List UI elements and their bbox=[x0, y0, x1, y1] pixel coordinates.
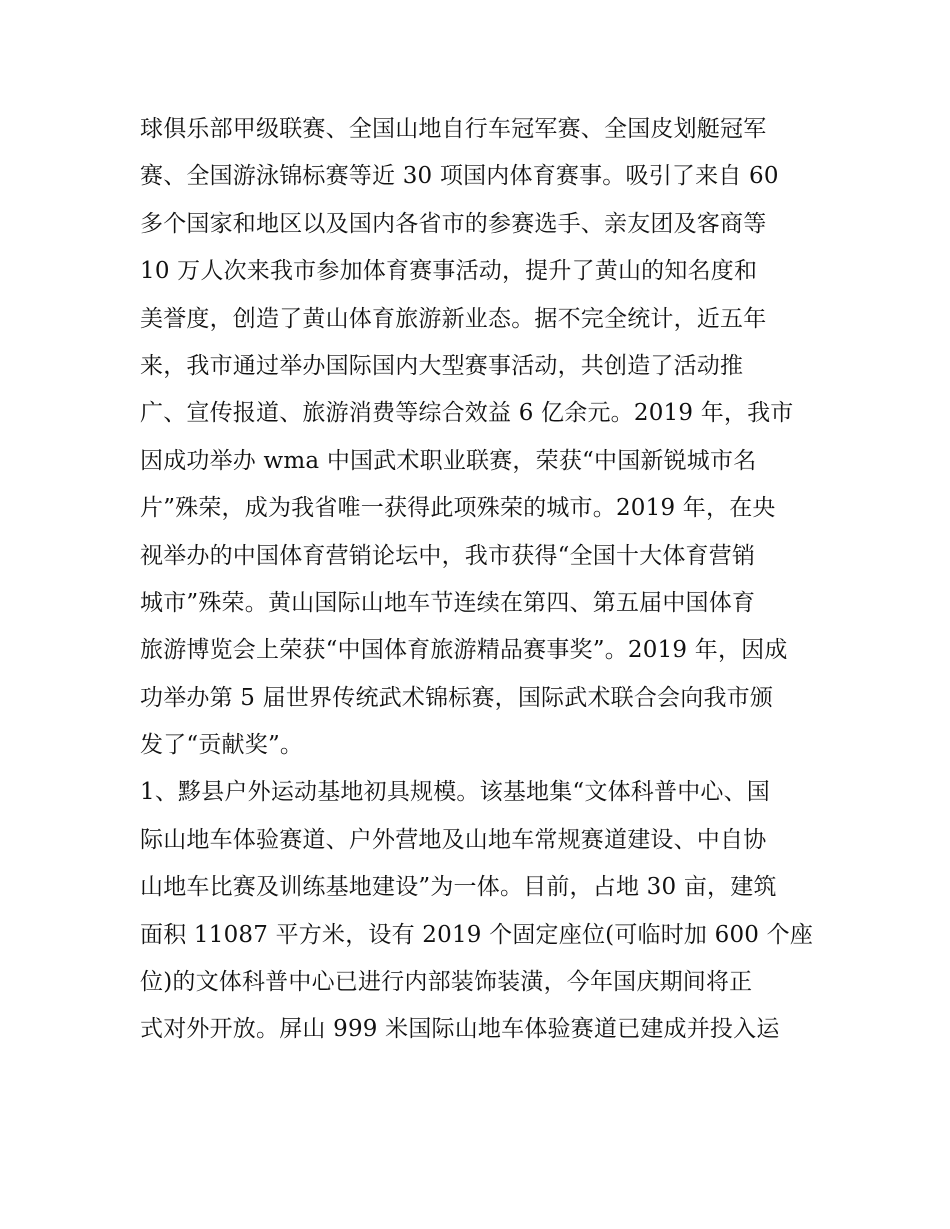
document-body bbox=[140, 106, 812, 1054]
text-line: 视举办的中国体育营销论坛中，我市获得“全国十大体育营销 bbox=[140, 542, 756, 569]
text-line: 因成功举办 wma 中国武术职业联赛，荣获“中国新锐城市名 bbox=[140, 447, 757, 474]
text-line: 球俱乐部甲级联赛、全国山地自行车冠军赛、全国皮划艇冠军 bbox=[140, 116, 767, 142]
text-line: 赛、全国游泳锦标赛等近 30 项国内体育赛事。吸引了来自 60 bbox=[140, 163, 779, 190]
text-line: 多个国家和地区以及国内各省市的参赛选手、亲友团及客商等 bbox=[140, 210, 767, 237]
text-line: 片”殊荣，成为我省唯一获得此项殊荣的城市。2019 年，在央 bbox=[140, 495, 776, 522]
text-line: 位)的文体科普中心已进行内部装饰装潢，今年国庆期间将正 bbox=[140, 969, 753, 996]
text-line: 来，我市通过举办国际国内大型赛事活动，共创造了活动推 bbox=[140, 352, 744, 379]
text-line: 功举办第 5 届世界传统武术锦标赛，国际武术联合会向我市颁 bbox=[140, 684, 774, 711]
text-line: 际山地车体验赛道、户外营地及山地车常规赛道建设、中自协 bbox=[140, 826, 767, 853]
text-line: 1、黟县户外运动基地初具规模。该基地集“文体科普中心、国 bbox=[140, 779, 770, 806]
text-line: 式对外开放。屏山 999 米国际山地车体验赛道已建成并投入运 bbox=[140, 1016, 780, 1043]
text-line: 广、宣传报道、旅游消费等综合效益 6 亿余元。2019 年，我市 bbox=[140, 400, 794, 427]
text-line: 面积 11087 平方米，设有 2019 个固定座位(可临时加 600 个座 bbox=[140, 921, 814, 948]
text-line: 发了“贡献奖”。 bbox=[140, 732, 304, 759]
text-line: 美誉度，创造了黄山体育旅游新业态。据不完全统计，近五年 bbox=[140, 305, 767, 332]
text-line: 山地车比赛及训练基地建设”为一体。目前，占地 30 亩，建筑 bbox=[140, 874, 777, 901]
text-line: 旅游博览会上荣获“中国体育旅游精品赛事奖”。2019 年，因成 bbox=[140, 637, 788, 664]
text-line: 城市”殊荣。黄山国际山地车节连续在第四、第五届中国体育 bbox=[140, 589, 756, 616]
text-line: 10 万人次来我市参加体育赛事活动，提升了黄山的知名度和 bbox=[140, 258, 758, 285]
